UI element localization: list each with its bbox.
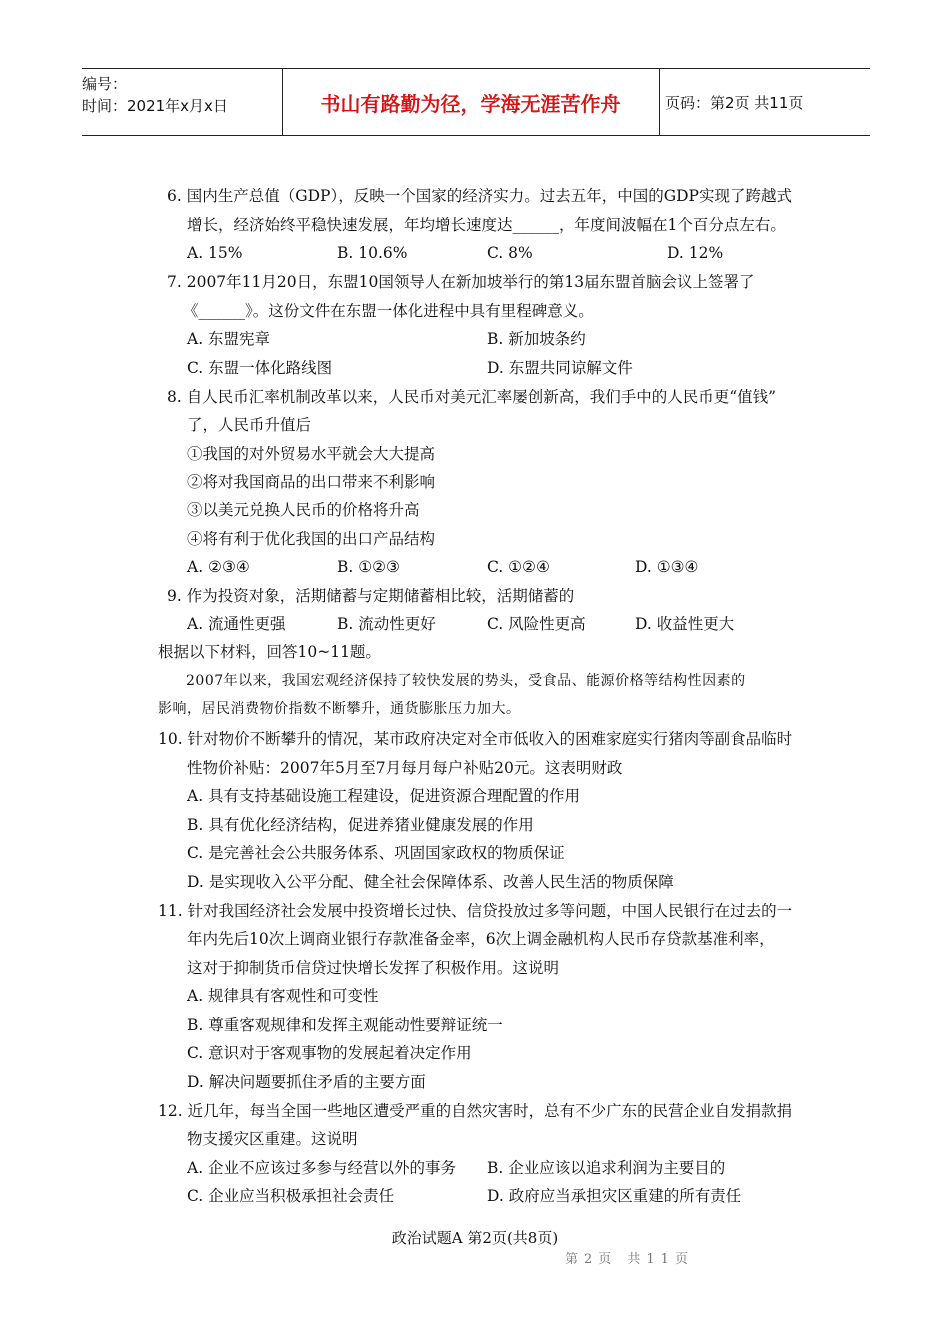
page-header [82,68,870,136]
question-7-option-d: D. 东盟共同谅解文件 [487,359,633,377]
question-8-option-a: A. ②③④ [187,558,250,576]
question-7-option-a: A. 东盟宪章 [187,330,271,348]
material-paragraph-line-1: 2007年以来，我国宏观经济保持了较快发展的势头，受食品、能源价格等结构性因素的 [186,673,746,689]
question-6-option-c: C. 8% [487,244,533,262]
question-8-statement-1: ①我国的对外贸易水平就会大大提高 [187,445,436,463]
question-11-option-c: C. 意识对于客观事物的发展起着决定作用 [187,1044,472,1062]
material-intro: 根据以下材料，回答10~11题。 [158,643,381,661]
question-6-option-a: A. 15% [187,244,243,262]
question-11-line-2: 年内先后10次上调商业银行存款准备金率，6次上调金融机构人民币存贷款基准利率， [187,930,775,948]
question-7-option-c: C. 东盟一体化路线图 [187,359,333,377]
material-paragraph-line-2: 影响，居民消费物价指数不断攀升，通货膨胀压力加大。 [158,701,521,717]
question-9-line-1: 9. 作为投资对象，活期储蓄与定期储蓄相比较，活期储蓄的 [167,587,575,605]
question-10-option-d: D. 是实现收入公平分配、健全社会保障体系、改善人民生活的物质保障 [187,873,674,891]
page-info: 页码：第2页 共11页 [665,93,804,112]
question-10-option-b: B. 具有优化经济结构，促进养猪业健康发展的作用 [187,816,534,834]
question-6-line-2: 增长，经济始终平稳快速发展，年均增长速度达______，年度间波幅在1个百分点左右。 [187,216,786,234]
question-6-option-d: D. 12% [667,244,724,262]
question-12-line-1: 12. 近几年，每当全国一些地区遭受严重的自然灾害时，总有不少广东的民营企业自发捐款捐 [158,1102,793,1120]
question-11-line-1: 11. 针对我国经济社会发展中投资增长过快、信贷投放过多等问题，中国人民银行在过去的一 [158,902,793,920]
question-8-statement-2: ②将对我国商品的出口带来不利影响 [187,473,436,491]
question-10-option-c: C. 是完善社会公共服务体系、巩固国家政权的物质保证 [187,844,565,862]
question-10-option-a: A. 具有支持基础设施工程建设，促进资源合理配置的作用 [187,787,581,805]
question-11-line-3: 这对于抑制货币信贷过快增长发挥了积极作用。这说明 [187,959,560,977]
question-8-option-b: B. ①②③ [337,558,400,576]
question-6-option-b: B. 10.6% [337,244,408,262]
page-footer: 政治试题A 第2页(共8页) [391,1229,559,1247]
question-7-line-2: 《______》。这份文件在东盟一体化进程中具有里程碑意义。 [183,302,594,320]
question-12-option-d: D. 政府应当承担灾区重建的所有责任 [487,1187,742,1205]
question-12-option-a: A. 企业不应该过多参与经营以外的事务 [187,1159,457,1177]
question-10-line-1: 10. 针对物价不断攀升的情况，某市政府决定对全市低收入的困难家庭实行猪肉等副食品临时 [158,730,793,748]
question-7-line-1: 7. 2007年11月20日，东盟10国领导人在新加坡举行的第13届东盟首脑会议上签署了 [167,273,755,291]
header-motto: 书山有路勤为径，学海无涯苦作舟 [320,91,621,116]
header-meta [82,69,282,139]
question-8-line-2: 了，人民币升值后 [187,416,312,434]
date-label: 时间：2021年x月x日 [82,97,228,115]
question-8-line-1: 8. 自人民币汇率机制改革以来，人民币对美元汇率屡创新高，我们手中的人民币更“值钱” [167,388,777,406]
question-10-line-2: 性物价补贴：2007年5月至7月每月每户补贴20元。这表明财政 [187,759,623,777]
question-9-option-a: A. 流通性更强 [187,615,286,633]
question-12-line-2: 物支援灾区重建。这说明 [187,1130,358,1148]
question-9-option-c: C. 风险性更高 [487,615,586,633]
question-9-option-d: D. 收益性更大 [635,615,735,633]
question-8-statement-4: ④将有利于优化我国的出口产品结构 [187,530,436,548]
question-7-option-b: B. 新加坡条约 [487,330,586,348]
question-6-line-1: 6. 国内生产总值（GDP），反映一个国家的经济实力。过去五年，中国的GDP实现了跨越式 [167,187,792,205]
question-11-option-b: B. 尊重客观规律和发挥主观能动性要辩证统一 [187,1016,503,1034]
question-12-option-c: C. 企业应当积极承担社会责任 [187,1187,395,1205]
number-label: 编号： [82,75,128,93]
footer-ghost-text: 第2页 共11页 [565,1252,694,1267]
question-12-option-b: B. 企业应该以追求利润为主要目的 [487,1159,726,1177]
question-8-option-d: D. ①③④ [635,558,699,576]
question-8-statement-3: ③以美元兑换人民币的价格将升高 [187,501,420,519]
question-11-option-d: D. 解决问题要抓住矛盾的主要方面 [187,1073,426,1091]
header-divider [659,69,660,135]
question-8-option-c: C. ①②④ [487,558,550,576]
question-9-option-b: B. 流动性更好 [337,615,436,633]
question-11-option-a: A. 规律具有客观性和可变性 [187,987,379,1005]
